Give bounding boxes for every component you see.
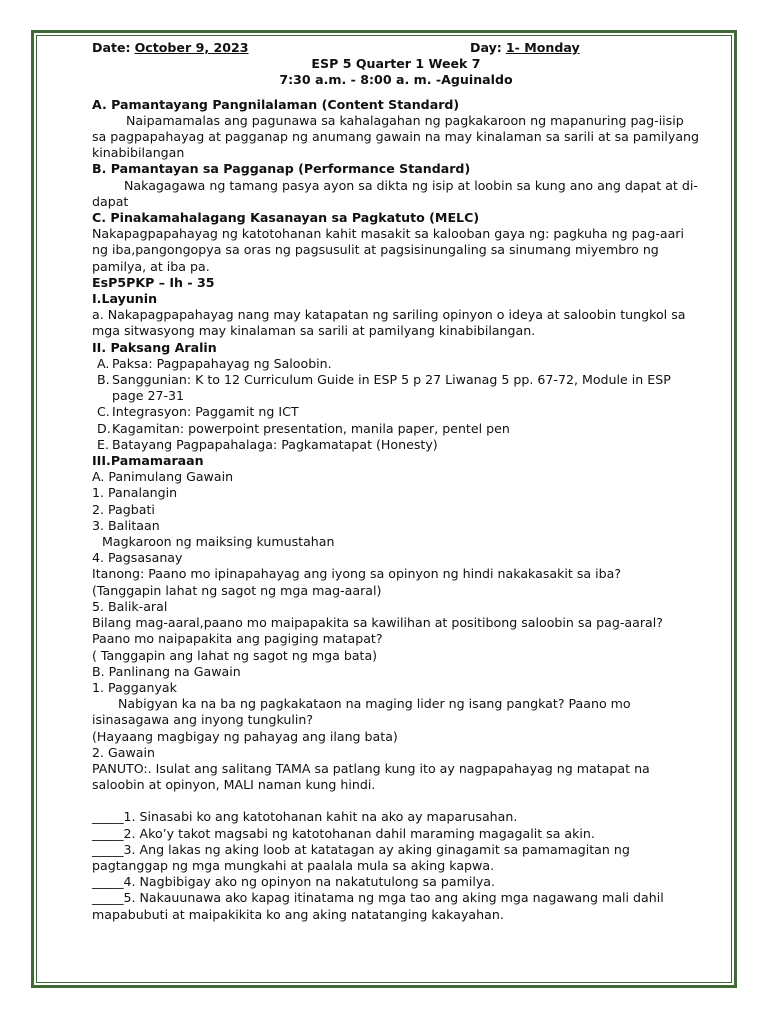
list-item (92, 356, 700, 372)
list-item-label: E. (97, 436, 109, 452)
subject-line: ESP 5 Quarter 1 Week 7 (311, 56, 481, 72)
list-item-text: Sanggunian: K to 12 Curriculum Guide in ESP 5 p 27 Liwanag 5 pp. 67-72, Module in ESP page 27-31 (112, 372, 671, 404)
exercise-item: _____3. Ang lakas ng aking loob at katatagan ay aking ginagamit sa pamamagitan ng pagtanggap ng mga mungkahi at paalala mula sa aking kapwa. (92, 841, 630, 873)
content-standard-text: Naipamamalas ang pagunawa sa kahalagahan ng pagkakaroon ng mapanuring pag-iisip sa pagpapahayag at pagganap ng anumang gawain na may kinalaman sa sarili at sa pamilyang kinabibilangan (92, 112, 700, 161)
list-item-label: D. (97, 420, 111, 436)
step-balik-aral: 5. Balik-aral (92, 598, 168, 614)
pamamaraan-title: III.Pamamaraan (92, 453, 204, 469)
list-item (92, 437, 700, 453)
step-gawain: 2. Gawain (92, 744, 155, 760)
list-item (92, 372, 700, 404)
melc-text: Nakapagpapahayag ng katotohanan kahit masakit sa kalooban gaya ng: pagkuha ng pag-aari ng iba,pangongopya sa oras ng pagsusulit at pagsisinungaling sa sinumang miyembro ng pamilya, at iba pa. (92, 226, 684, 274)
balik-aral-note: ( Tanggapin ang lahat ng sagot ng mga bata) (92, 647, 378, 663)
list-item (92, 404, 700, 420)
layunin-text: a. Nakapagpapahayag nang may katapatan ng sariling opinyon o ideya at saloobin tungkol sa mga sitwasyong may kinalaman sa sarili at pamilyang kinabibilangan. (92, 307, 686, 339)
step-pagbati: 2. Pagbati (92, 501, 155, 517)
panlinang-na-gawain: B. Panlinang na Gawain (92, 663, 241, 679)
pagganyak-note: (Hayaang magbigay ng pahayag ang ilang bata) (92, 728, 398, 744)
date-value: October 9, 2023 (134, 40, 249, 55)
pagsasanay-text: Itanong: Paano mo ipinapahayag ang iyong sa opinyon ng hindi nakakasakit sa iba? (92, 566, 622, 582)
list-item-text: Paksa: Pagpapahayag ng Saloobin. (112, 355, 332, 371)
paksang-aralin-title: II. Paksang Aralin (92, 339, 217, 355)
balik-aral-text: Bilang mag-aaral,paano mo maipapakita sa kawilihan at positibong saloobin sa pag-aaral?Paano mo naipapakita ang pagiging matapat? (92, 615, 663, 647)
list-item-text: Kagamitan: powerpoint presentation, manila paper, pentel pen (112, 420, 510, 436)
performance-standard-title: B. Pamantayan sa Pagganap (Performance Standard) (92, 161, 471, 177)
melc-title: C. Pinakamahalagang Kasanayan sa Pagkatuto (MELC) (92, 210, 480, 226)
pagganyak-text: Nabigyan ka na ba ng pagkakataon na maging lider ng isang pangkat? Paano mo isinasagawa ang inyong tungkulin? (92, 696, 631, 728)
date-day-row (92, 40, 700, 56)
day-field (470, 40, 580, 56)
layunin-title: I.Layunin (92, 291, 158, 307)
exercise-item: _____5. Nakauunawa ako kapag itinatama ng mga tao ang aking mga nagawang mali dahil mapabubuti at maipakikita ko ang aking natatanging kakayahan. (92, 890, 664, 922)
spacer (92, 793, 700, 809)
step-panalangin: 1. Panalangin (92, 485, 178, 501)
paksang-aralin-list (92, 356, 700, 453)
exercise-item: _____4. Nagbibigay ako ng opinyon na nakatutulong sa pamilya. (92, 874, 496, 890)
content-standard-title: A. Pamantayang Pangnilalaman (Content Standard) (92, 96, 460, 112)
pagsasanay-note: (Tanggapin lahat ng sagot ng mga mag-aaral) (92, 582, 382, 598)
day-value: 1- Monday (505, 40, 580, 55)
lesson-plan (92, 40, 700, 923)
step-balitaan: 3. Balitaan (92, 517, 160, 533)
step-pagsasanay: 4. Pagsasanay (92, 550, 183, 566)
date-label: Date: (92, 40, 131, 55)
list-item-text: Batayang Pagpapahalaga: Pagkamatapat (Honesty) (112, 436, 438, 452)
time-line: 7:30 a.m. - 8:00 a. m. -Aguinaldo (279, 72, 513, 88)
day-label: Day: (470, 40, 502, 55)
step-pagganyak: 1. Pagganyak (92, 679, 177, 695)
list-item-label: C. (97, 404, 110, 420)
balitaan-text: Magkaroon ng maiksing kumustahan (102, 534, 335, 550)
exercise-item: _____1. Sinasabi ko ang katotohanan kahit na ako ay maparusahan. (92, 809, 518, 825)
list-item-text: Integrasyon: Paggamit ng ICT (112, 404, 299, 420)
spacer (92, 89, 700, 97)
list-item-label: B. (97, 372, 110, 388)
performance-standard-text: Nakagagawa ng tamang pasya ayon sa dikta ng isip at loobin sa kung ano ang dapat at di-dapat (92, 177, 698, 209)
panimulang-gawain: A. Panimulang Gawain (92, 469, 234, 485)
panuto-text: PANUTO:. Isulat ang salitang TAMA sa patlang kung ito ay nagpapahayag ng matapat na saloobin at opinyon, MALI naman kung hindi. (92, 760, 650, 793)
exercise-item: _____2. Ako’y takot magsabi ng katotohanan dahil maraming magagalit sa akin. (92, 825, 595, 841)
list-item (92, 421, 700, 437)
list-item-label: A. (97, 355, 110, 371)
competency-code: EsP5PKP – Ih - 35 (92, 274, 215, 290)
